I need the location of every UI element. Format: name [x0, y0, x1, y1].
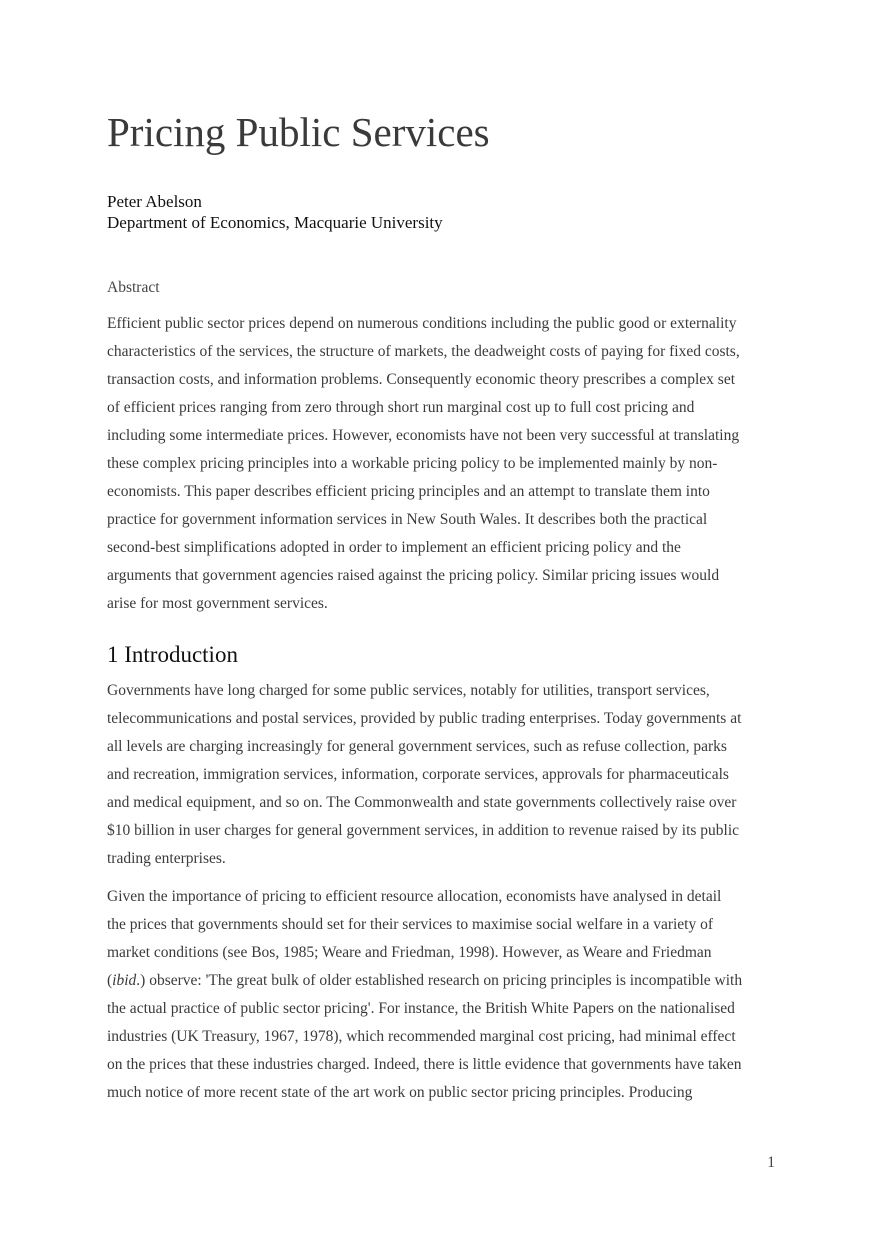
ibid-citation: ibid	[112, 972, 137, 989]
author-name: Peter Abelson	[107, 192, 202, 211]
abstract-line: transaction costs, and information problems. Consequently economic theory prescribes a complex set	[107, 371, 736, 388]
abstract-line: second-best simplifications adopted in order to implement an efficient pricing policy and the	[107, 539, 681, 556]
abstract-line: arise for most government services.	[107, 595, 328, 612]
author-affiliation: Department of Economics, Macquarie University	[107, 213, 443, 232]
paragraph-line: Governments have long charged for some public services, notably for utilities, transport services,	[107, 682, 710, 699]
introduction-paragraph-1	[107, 677, 775, 873]
abstract-line: of efficient prices ranging from zero through short run marginal cost up to full cost pricing and	[107, 399, 695, 416]
page-number: 1	[767, 1154, 775, 1171]
open-paren: (	[107, 972, 113, 989]
abstract-line: practice for government information services in New South Wales. It describes both the practical	[107, 511, 708, 528]
paragraph-line: the prices that governments should set for their services to maximise social welfare in a variety of	[107, 916, 714, 933]
abstract-line: economists. This paper describes efficient pricing principles and an attempt to translate them into	[107, 483, 710, 500]
abstract-line: arguments that government agencies raised against the pricing policy. Similar pricing issues would	[107, 567, 720, 584]
abstract-line: Efficient public sector prices depend on numerous conditions including the public good or externality	[107, 315, 737, 332]
author-block	[107, 191, 443, 233]
paragraph-line: market conditions (see Bos, 1985; Weare and Friedman, 1998). However, as Weare and Friedman	[107, 944, 712, 961]
abstract-line: including some intermediate prices. However, economists have not been very successful at translating	[107, 427, 740, 444]
abstract-line: these complex pricing principles into a workable pricing policy to be implemented mainly by non-	[107, 455, 718, 472]
paragraph-line: telecommunications and postal services, provided by public trading enterprises. Today governments at	[107, 710, 742, 727]
section-heading-introduction: 1 Introduction	[107, 642, 238, 667]
paragraph-line: $10 billion in user charges for general government services, in addition to revenue raised by its public	[107, 822, 740, 839]
paragraph-line: industries (UK Treasury, 1967, 1978), which recommended marginal cost pricing, had minimal effect	[107, 1028, 736, 1045]
abstract-paragraph	[107, 310, 775, 618]
abstract-line: characteristics of the services, the structure of markets, the deadweight costs of paying for fixed costs,	[107, 343, 740, 360]
paragraph-line: on the prices that these industries charged. Indeed, there is little evidence that governments have taken	[107, 1056, 742, 1073]
paragraph-line: and medical equipment, and so on. The Commonwealth and state governments collectively raise over	[107, 794, 737, 811]
paragraph-line: and recreation, immigration services, information, corporate services, approvals for pharmaceuticals	[107, 766, 729, 783]
paragraph-line: much notice of more recent state of the art work on public sector pricing principles. Producing	[107, 1084, 693, 1101]
paragraph-line-rest: .) observe: 'The great bulk of older established research on pricing principles is incompatible with	[136, 972, 743, 989]
abstract-label: Abstract	[107, 279, 160, 296]
introduction-paragraph-2	[107, 883, 775, 1107]
paper-title: Pricing Public Services	[107, 109, 490, 155]
paragraph-line: Given the importance of pricing to efficient resource allocation, economists have analysed in detail	[107, 888, 722, 905]
paragraph-line: all levels are charging increasingly for general government services, such as refuse collection, parks	[107, 738, 727, 755]
paragraph-line: trading enterprises.	[107, 850, 226, 867]
paragraph-line	[107, 967, 775, 995]
paragraph-line: the actual practice of public sector pricing'. For instance, the British White Papers on the nationalised	[107, 1000, 735, 1017]
